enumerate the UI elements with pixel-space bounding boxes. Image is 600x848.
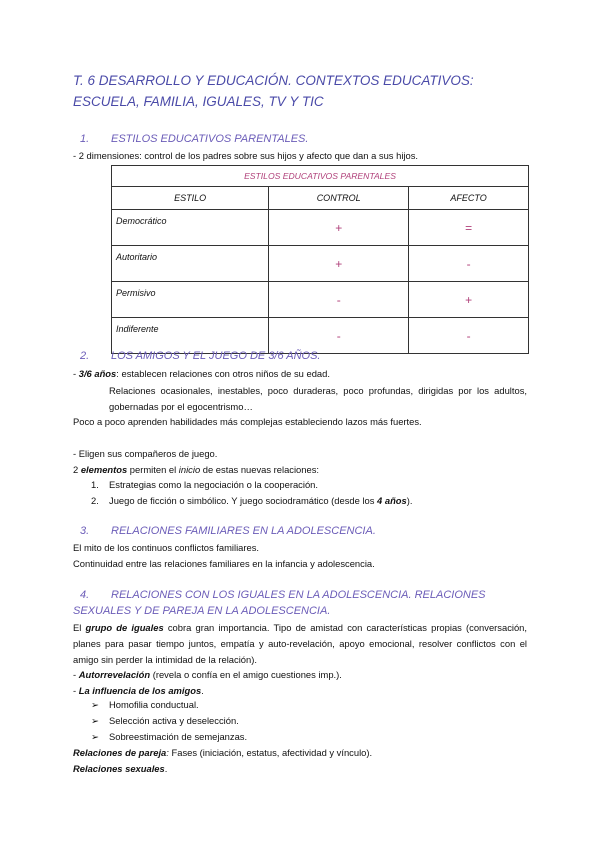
list-item: ➢ Selección activa y deselección. [91, 713, 247, 729]
section-heading-1: 1. ESTILOS EDUCATIVOS PARENTALES. [80, 133, 309, 145]
list-item: ➢ Homofilia conductual. [91, 697, 247, 713]
arrow-bullet-icon: ➢ [91, 731, 99, 742]
table-row: Autoritario + - [112, 246, 529, 282]
list-item: 2. Juego de ficción o simbólico. Y juego sociodramático (desde los 4 años). [91, 495, 413, 506]
list-item: ➢ Sobreestimación de semejanzas. [91, 729, 247, 745]
paragraph: Continuidad entre las relaciones familiares en la infancia y adolescencia. [73, 558, 375, 569]
paragraph: - Eligen sus compañeros de juego. [73, 448, 218, 459]
table-row: Permisivo - + [112, 282, 529, 318]
table-header: ESTILO [112, 187, 269, 210]
bullet-list [91, 697, 247, 745]
paragraph: - 3/6 años: establecen relaciones con otros niños de su edad. [73, 368, 330, 379]
table-header: AFECTO [409, 187, 529, 210]
paragraph: - Autorrevelación (revela o confía en el amigo cuestiones imp.). [73, 669, 342, 680]
paragraph: 2 elementos permiten el inicio de estas nuevas relaciones: [73, 464, 319, 475]
section-heading-2: 2. LOS AMIGOS Y EL JUEGO DE 3/6 AÑOS. [80, 350, 321, 362]
numbered-list [91, 477, 412, 509]
parenting-styles-table [111, 165, 529, 354]
paragraph: - La influencia de los amigos. [73, 685, 204, 696]
table-row: Democrático + = [112, 210, 529, 246]
table-row: Indiferente - - [112, 318, 529, 354]
table-header: CONTROL [269, 187, 409, 210]
arrow-bullet-icon: ➢ [91, 715, 99, 726]
section-heading-4: 4. RELACIONES CON LOS IGUALES EN LA ADOLESCENCIA. RELACIONES SEXUALES Y DE PAREJA EN LA ADOLESCENCIA. [73, 589, 486, 617]
paragraph: El grupo de iguales cobra gran importancia. Tipo de amistad con características propias (conversación, planes para pasar tiempo juntos, empatía y auto-revelación, apoyo emocional, resolver conflictos con el amigo sin perder la intimidad de la relación). [73, 622, 527, 665]
list-item: 1. Estrategias como la negociación o la cooperación. [91, 479, 318, 490]
arrow-bullet-icon: ➢ [91, 699, 99, 710]
section-heading-3: 3. RELACIONES FAMILIARES EN LA ADOLESCENCIA. [80, 525, 376, 537]
section-1-intro: - 2 dimensiones: control de los padres sobre sus hijos y afecto que dan a sus hijos. [73, 150, 418, 161]
page-title: T. 6 DESARROLLO Y EDUCACIÓN. CONTEXTOS EDUCATIVOS: ESCUELA, FAMILIA, IGUALES, TV Y TIC [73, 73, 474, 109]
paragraph: El mito de los continuos conflictos familiares. [73, 542, 260, 553]
paragraph: Relaciones de pareja: Fases (iniciación, estatus, afectividad y vínculo). [73, 747, 373, 758]
paragraph: Relaciones sexuales. [73, 763, 168, 774]
paragraph: Relaciones ocasionales, inestables, poco duraderas, poco profundas, dirigidas por los adultos, gobernadas por el egocentrismo… [109, 385, 527, 412]
paragraph: Poco a poco aprenden habilidades más complejas estableciendo lazos más fuertes. [73, 416, 422, 427]
table-caption: ESTILOS EDUCATIVOS PARENTALES [112, 166, 529, 187]
